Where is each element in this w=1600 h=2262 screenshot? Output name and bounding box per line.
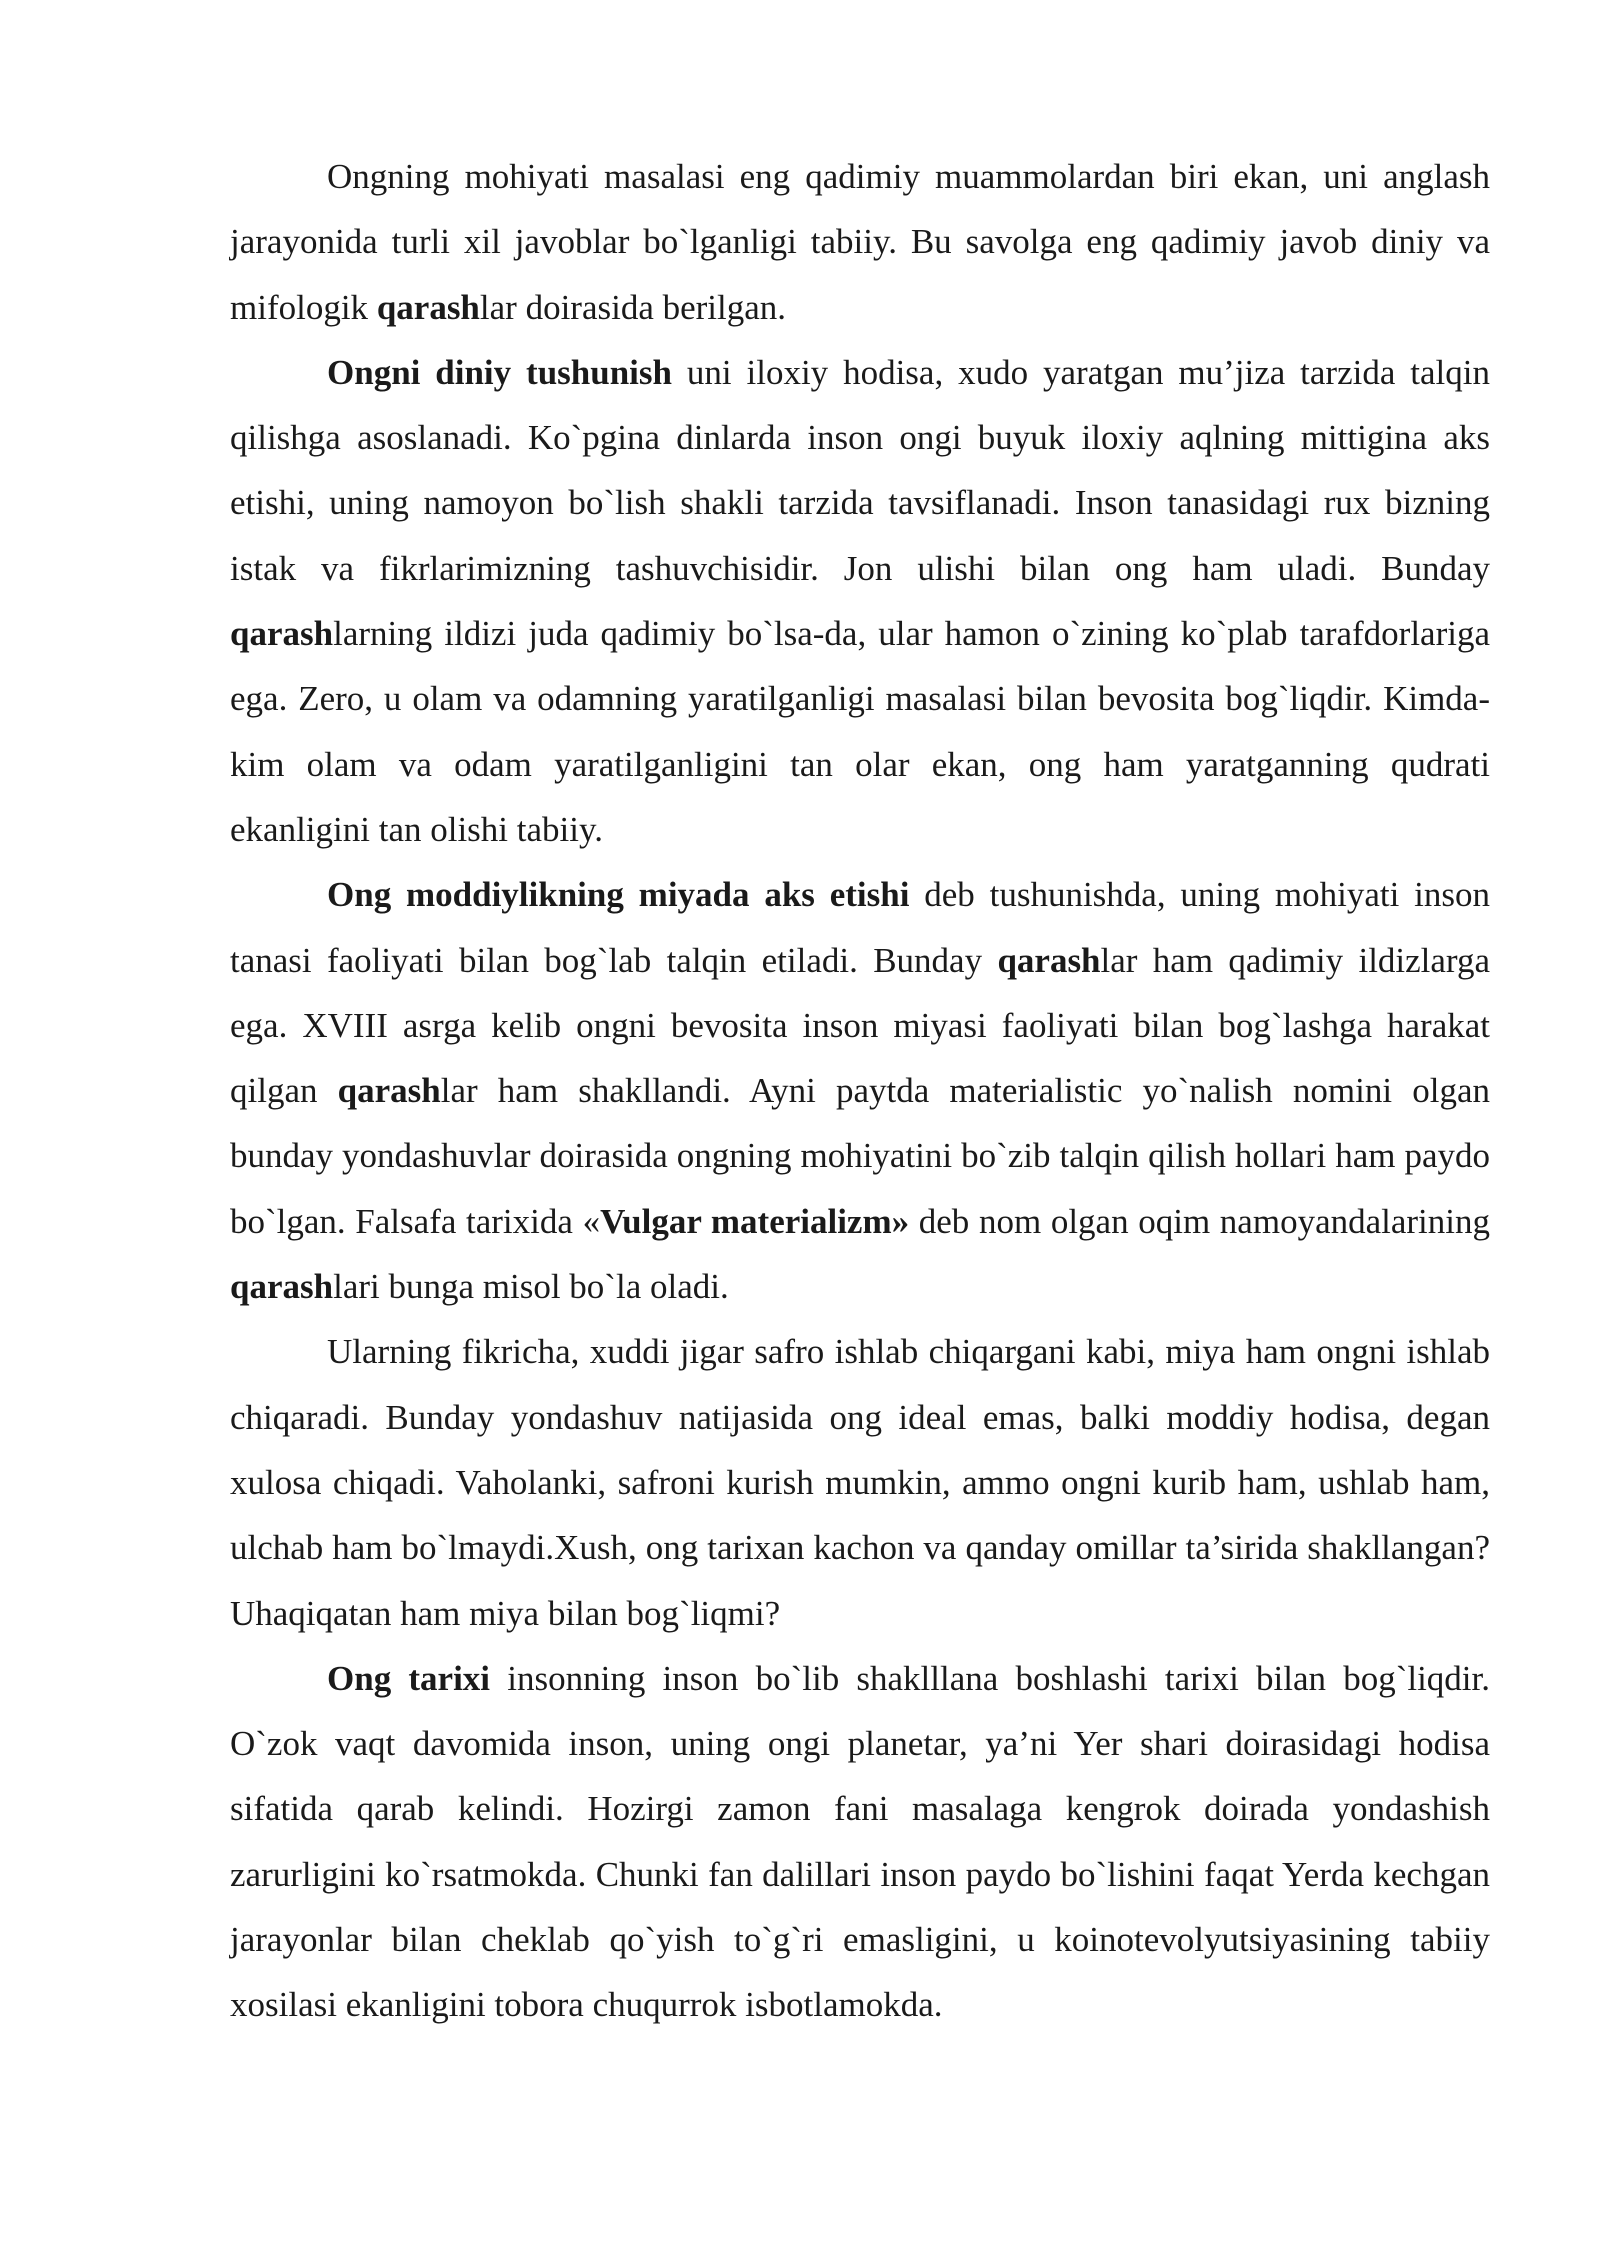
bold-term: Ong tarixi (327, 1658, 491, 1698)
paragraph-religious-view (230, 340, 1490, 862)
text-segment: lar doirasida berilgan. (479, 287, 787, 327)
text-segment: lar ham qadimiy ildizlarga ega. XVIII asrga kelib ongni bevosita inson miyasi faoliyati bilan bog`lashga harakat qilgan (230, 940, 1490, 1111)
text-segment: deb nom olgan oqim namoyandalarining (909, 1201, 1491, 1241)
bold-term: Vulgar materializm» (600, 1201, 910, 1241)
document-body (230, 144, 1490, 2038)
bold-term: qarash (997, 940, 1101, 980)
bold-term: qarash (230, 614, 334, 654)
bold-term: Ong moddiylikning miyada aks etishi (327, 875, 910, 915)
paragraph-vulgar-materialism (230, 1319, 1490, 1645)
bold-term: qarash (376, 287, 480, 327)
bold-term: Ongni diniy tushunish (327, 352, 672, 392)
text-segment: uni iloxiy hodisa, xudo yaratgan mu’jiza tarzida talqin qilishga asoslanadi. Ko`pgina dinlarda inson ongi buyuk iloxiy aqlning mittigina aks etishi, uning namoyon bo`lish shakli tarzida tavsiflanadi. Inson tanasidagi rux bizning istak va fikrlarimizning tashuvchisidir. Jon ulishi bilan ong ham uladi. Bunday (230, 352, 1490, 588)
text-segment: lar ham shakllandi. Ayni paytda materialistic yo`nalish nomini olgan bunday yondashuvlar doirasida ongning mohiyatini bo`zib talqin qilish hollari ham paydo bo`lgan. Falsafa tarixida « (230, 1071, 1491, 1241)
paragraph-materialist-view (230, 862, 1490, 1319)
text-segment: insonning inson bo`lib shaklllana boshlashi tarixi bilan bog`liqdir. O`zok vaqt davomida inson, uning ongi planetar, ya’ni Yer shari doirasidagi hodisa sifatida qarab kelindi. Hozirgi zamon fani masalaga kengrok doirada yondashish zarurligini ko`rsatmokda. Chunki fan dalillari inson paydo bo`lishini faqat Yerda kechgan jarayonlar bilan cheklab qo`yish to`g`ri emasligini, u koinotevolyutsiyasining tabiiy xosilasi ekanligini tobora chuqurrok isbotlamokda. (230, 1658, 1490, 2025)
text-segment: Ongning mohiyati masalasi eng qadimiy muammolardan biri ekan, uni anglash jarayonida turli xil javoblar bo`lganligi tabiiy. Bu savolga eng qadimiy javob diniy va mifologik (230, 157, 1490, 327)
bold-term: qarash (337, 1071, 441, 1111)
paragraph-consciousness-essence (230, 144, 1490, 340)
bold-term: qarash (230, 1267, 334, 1307)
text-segment: Ularning fikricha, xuddi jigar safro ishlab chiqargani kabi, miya ham ongni ishlab chiqaradi. Bunday yondashuv natijasida ong ideal emas, balki moddiy hodisa, degan xulosa chiqadi. Vaholanki, safroni kurish mumkin, ammo ongni kurib ham, ushlab ham, ulchab ham bo`lmaydi.Xush, ong tarixan kachon va qanday omillar ta’sirida shakllangan? Uhaqiqatan ham miya bilan bog`liqmi? (230, 1332, 1490, 1633)
text-segment: larning ildizi juda qadimiy bo`lsa-da, ular hamon o`zining ko`plab tarafdorlariga ega. Zero, u olam va odamning yaratilganligi masalasi bilan bevosita bog`liqdir. Kimda-kim olam va odam yaratilganligini tan olar ekan, ong ham yaratganning qudrati ekanligini tan olishi tabiiy. (230, 614, 1490, 849)
paragraph-history-of-consciousness (230, 1646, 1490, 2038)
text-segment: lari bunga misol bo`la oladi. (333, 1267, 729, 1307)
text-segment: deb tushunishda, uning mohiyati inson tanasi faoliyati bilan bog`lab talqin etiladi. Bunday (230, 875, 1490, 980)
